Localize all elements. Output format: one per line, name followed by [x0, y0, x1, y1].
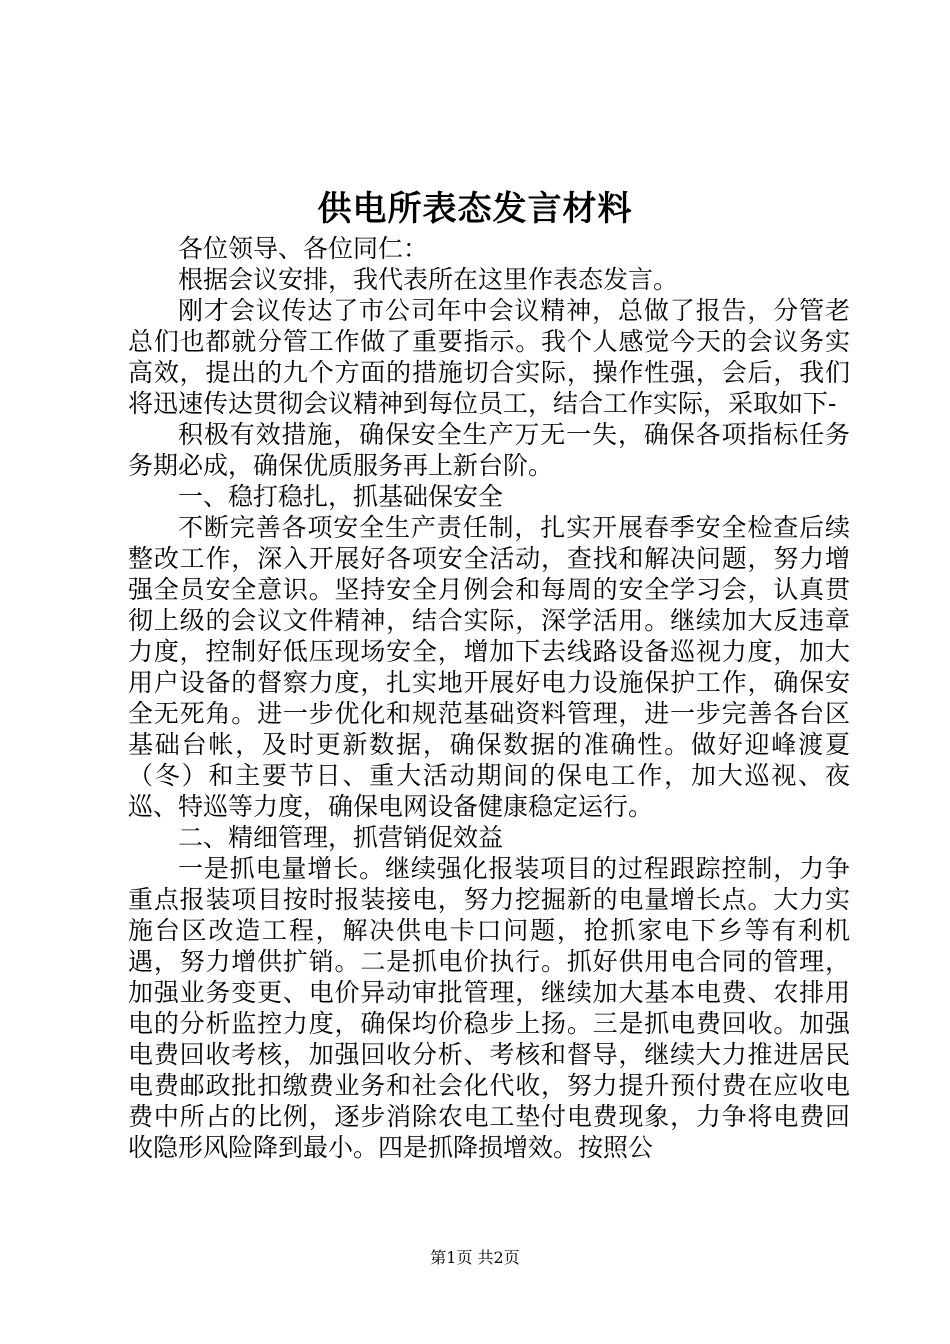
paragraph-meeting-summary: 刚才会议传达了市公司年中会议精神，总做了报告，分管老总们也都就分管工作做了重要指示。我个人感觉今天的会议务实高效，提出的九个方面的措施切合实际，操作性强，会后，我们将迅速传达贯彻会议精神到每位员工，结合工作实际，采取如下- — [128, 296, 850, 418]
page-footer: 第1页 共2页 — [430, 1248, 520, 1267]
paragraph-salutation: 各位领导、各位同仁： — [178, 234, 429, 263]
document-title: 供电所表态发言材料 — [317, 189, 633, 229]
section-heading-safety: 一、稳打稳扎，抓基础保安全 — [178, 482, 504, 511]
paragraph-measures: 积极有效措施，确保安全生产万无一失，确保各项指标任务务期必成，确保优质服务再上新台阶。 — [128, 420, 850, 480]
paragraph-intro: 根据会议安排，我代表所在这里作表态发言。 — [178, 265, 679, 294]
document-body — [128, 233, 850, 1163]
paragraph-safety: 不断完善各项安全生产责任制，扎实开展春季安全检查后续整改工作，深入开展好各项安全活动，查找和解决问题，努力增强全员安全意识。坚持安全月例会和每周的安全学习会，认真贯彻上级的会议文件精神，结合实际，深学活用。继续加大反违章力度，控制好低压现场安全，增加下去线路设备巡视力度，加大用户设备的督察力度，扎实地开展好电力设施保护工作，确保安全无死角。进一步优化和规范基础资料管理，进一步完善各台区基础台帐，及时更新数据，确保数据的准确性。做好迎峰渡夏（冬）和主要节日、重大活动期间的保电工作，加大巡视、夜巡、特巡等力度，确保电网设备健康稳定运行。 — [128, 513, 850, 821]
paragraph-marketing: 一是抓电量增长。继续强化报装项目的过程跟踪控制，力争重点报装项目按时报装接电，努力挖掘新的电量增长点。大力实施台区改造工程，解决供电卡口问题，抢抓家电下乡等有利机遇，努力增供扩销。二是抓电价执行。抓好供用电合同的管理，加强业务变更、电价异动审批管理，继续加大基本电费、农排用电的分析监控力度，确保均价稳步上扬。三是抓电费回收。加强电费回收考核，加强回收分析、考核和督导，继续大力推进居民电费邮政批扣缴费业务和社会化代收，努力提升预付费在应收电费中所占的比例，逐步消除农电工垫付电费现象，力争将电费回收隐形风险降到最小。四是抓降损增效。按照公 — [128, 854, 850, 1162]
section-heading-marketing: 二、精细管理，抓营销促效益 — [178, 823, 504, 852]
